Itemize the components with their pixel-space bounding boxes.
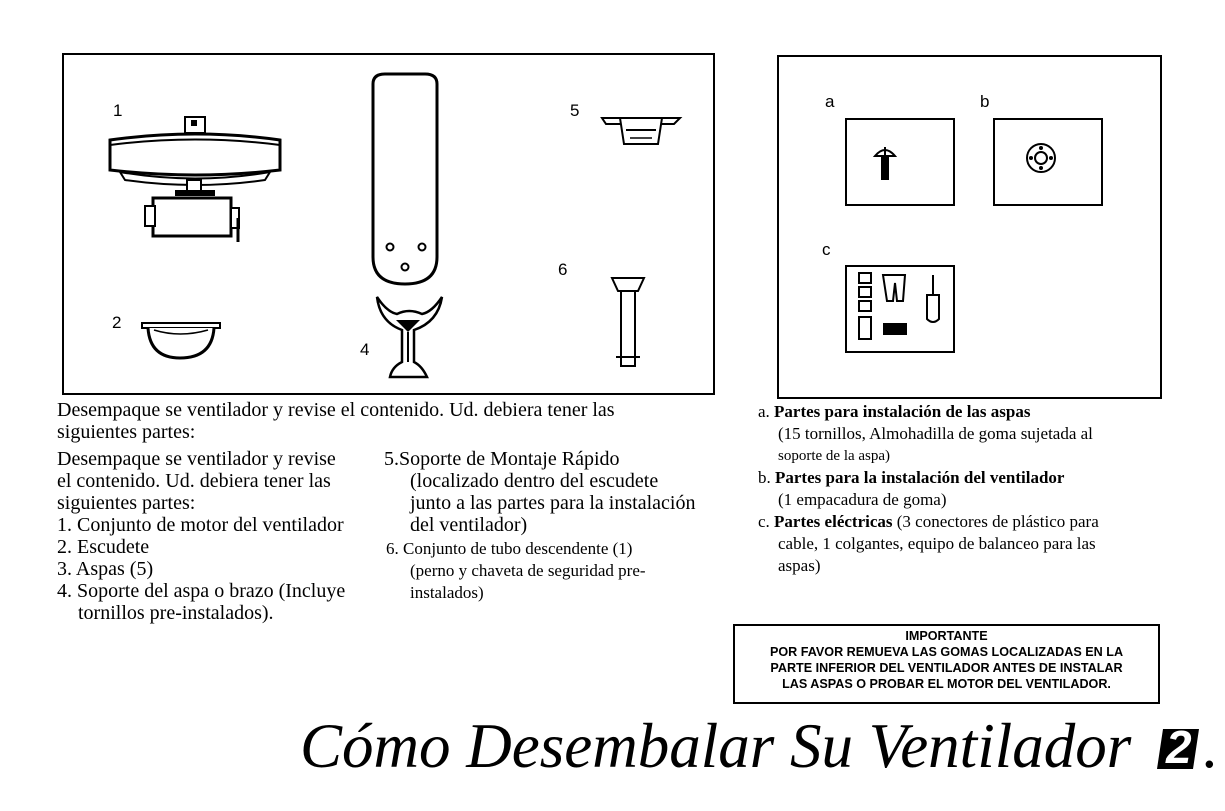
list-item-5: 5.Soporte de Montaje Rápido [384,448,620,470]
list-item-6-detail-2: instalados) [410,583,484,602]
hardware-label-a: a [825,92,835,111]
step-number: 2 [1165,721,1192,773]
part-label-5: 5 [570,101,580,120]
list-item-4: 4. Soporte del aspa o brazo (Incluye [57,580,346,602]
canopy-drawing [140,318,225,363]
page-title [300,706,1219,786]
list-item-6-detail-1: (perno y chaveta de seguridad pre- [410,561,646,580]
list-item-5-detail-3: del ventilador) [410,514,528,536]
important-heading: IMPORTANTE [905,629,988,643]
important-line-1: POR FAVOR REMUEVA LAS GOMAS LOCALIZADAS EN LA [769,645,1124,659]
list-item-5-detail-2: junto a las partes para la instalación [410,492,696,514]
rubber-gasket-icon [993,118,1103,206]
title-period: . [1202,711,1219,781]
item-a-detail-2: soporte de la aspa) [778,448,891,464]
item-b-detail: (1 empacadura de goma) [778,490,947,509]
list-item-4-cont: tornillos pre-instalados). [78,602,274,624]
blade-arm-drawing [372,292,447,382]
list-item-1: 1. Conjunto de motor del ventilador [57,514,344,536]
intro-narrow-line-2: el contenido. Ud. debiera tener las [57,470,331,492]
item-a-title: Partes para instalación de las aspas [774,402,1031,421]
item-a-detail-1: (15 tornillos, Almohadilla de goma sujetada al [778,424,1093,443]
hardware-list: a. Partes para instalación de las aspas (15 tornillos, Almohadilla de goma sujetada al soporte de la aspa) b. Partes para la instalación del ventilador (1 empacadura de goma) c. Partes eléctricas (3 conectores de plástico para cable, 1 colgantes, equipo de balanceo para las aspas) [758,401,1163,577]
step-badge [1153,723,1203,773]
list-item-2: 2. Escudete [57,536,150,558]
important-line-2: PARTE INFERIOR DEL VENTILADOR ANTES DE INSTALAR [770,661,1123,675]
blade-drawing [370,72,440,292]
downrod-drawing [608,275,648,370]
intro-narrow-line-1: Desempaque se ventilador y revise [57,448,336,470]
intro-wide-line-1: Desempaque se ventilador y revise el contenido. Ud. debiera tener las [57,399,615,421]
part-label-6: 6 [558,260,568,279]
hardware-illustration-box [777,55,1162,399]
intro-narrow-line-3: siguientes partes: [57,492,196,514]
electrical-parts-icon [845,265,955,353]
important-notice [733,624,1160,704]
item-c-detail-3: aspas) [778,556,821,575]
hardware-label-c: c [822,240,831,259]
intro-wide-line-2: siguientes partes: [57,421,196,443]
item-c-detail-1: (3 conectores de plástico para [896,512,1099,531]
item-b-title: Partes para la instalación del ventilador [775,468,1065,487]
important-line-3: LAS ASPAS O PROBAR EL MOTOR DEL VENTILADOR. [782,677,1111,691]
blade-hardware-screw-icon [845,118,955,206]
list-item-5-detail-1: (localizado dentro del escudete [410,470,659,492]
item-c-detail-2: cable, 1 colgantes, equipo de balanceo para las [778,534,1096,553]
motor-assembly-drawing [105,110,290,245]
item-c-title: Partes eléctricas [774,512,893,531]
mounting-bracket-drawing [600,110,685,150]
hardware-label-b: b [980,92,990,111]
part-label-2: 2 [112,313,122,332]
list-item-6: 6. Conjunto de tubo descendente (1) [386,539,633,558]
part-label-1: 1 [113,101,123,120]
list-item-3: 3. Aspas (5) [57,558,154,580]
part-label-4: 4 [360,340,370,359]
page-title-text: Cómo Desembalar Su Ventilador [300,711,1132,781]
